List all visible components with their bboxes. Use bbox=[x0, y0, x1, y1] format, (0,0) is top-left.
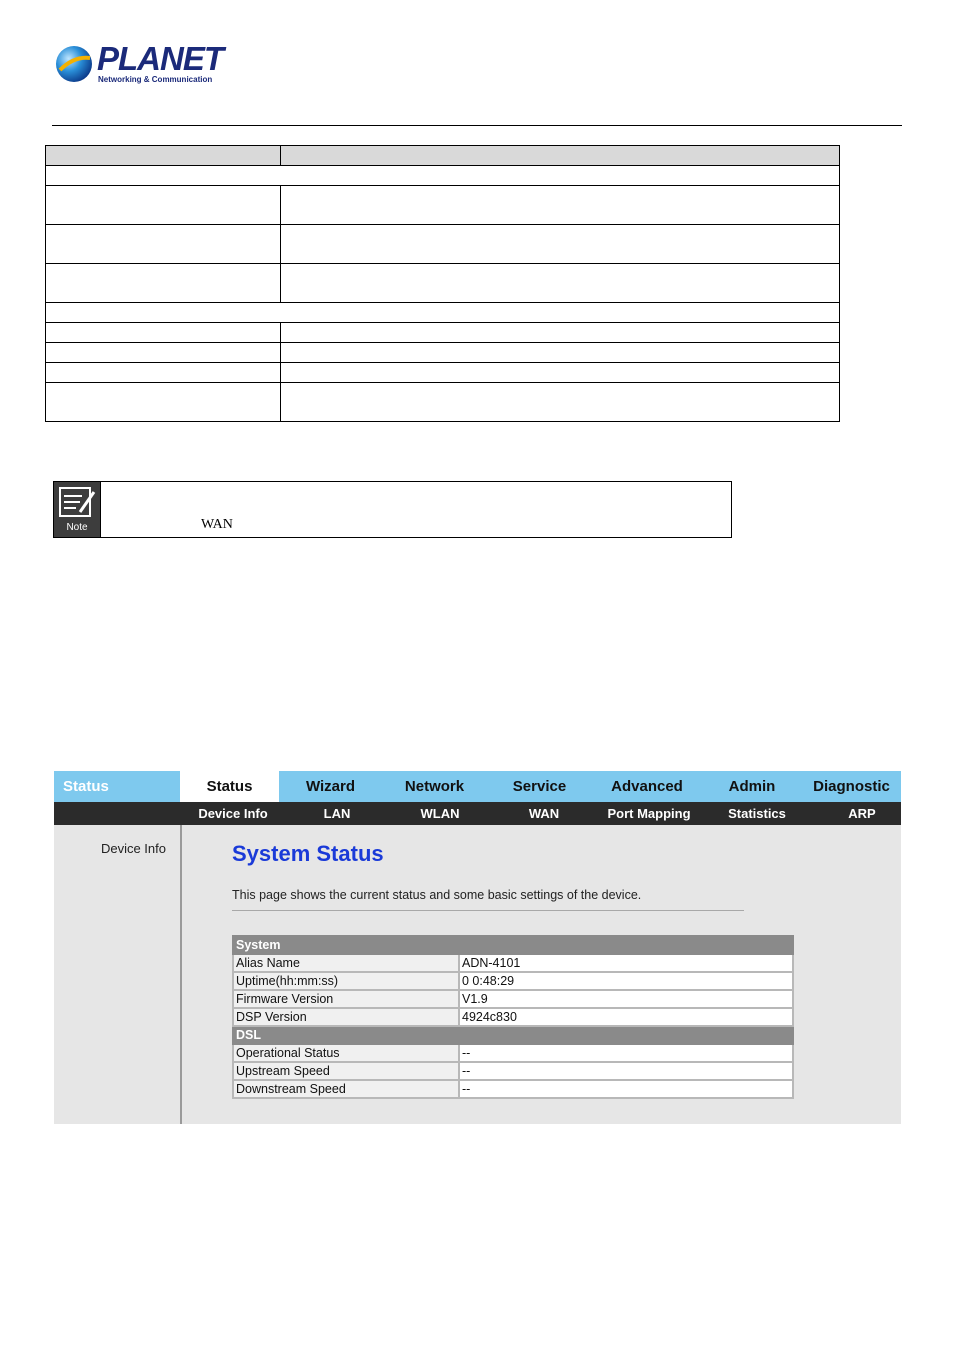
table-cell bbox=[46, 264, 281, 303]
table-cell bbox=[281, 186, 840, 225]
subtab-wan[interactable]: WAN bbox=[528, 806, 560, 821]
subtab-port-mapping[interactable]: Port Mapping bbox=[607, 806, 691, 821]
row-value: 0 0:48:29 bbox=[459, 972, 793, 990]
tab-admin[interactable]: Admin bbox=[728, 778, 776, 795]
note-icon bbox=[54, 482, 100, 537]
tab-wizard[interactable]: Wizard bbox=[305, 778, 356, 795]
subtab-arp[interactable]: ARP bbox=[848, 806, 876, 821]
table-row bbox=[233, 990, 793, 1008]
table-header-cell bbox=[281, 146, 840, 166]
table-cell bbox=[46, 186, 281, 225]
table-row bbox=[233, 1080, 793, 1098]
note-icon-box bbox=[54, 482, 101, 537]
table-cell bbox=[46, 343, 281, 363]
row-value: -- bbox=[459, 1062, 793, 1080]
sub-nav bbox=[54, 802, 901, 825]
subtab-device-info[interactable]: Device Info bbox=[198, 806, 268, 821]
row-key: Uptime(hh:mm:ss) bbox=[233, 972, 459, 990]
table-cell bbox=[46, 225, 281, 264]
table-cell bbox=[281, 383, 840, 422]
row-value: -- bbox=[459, 1080, 793, 1098]
table-cell bbox=[281, 323, 840, 343]
table-cell bbox=[281, 343, 840, 363]
row-key: Alias Name bbox=[233, 954, 459, 972]
row-value: ADN-4101 bbox=[459, 954, 793, 972]
table-row bbox=[233, 1008, 793, 1026]
table-cell bbox=[281, 225, 840, 264]
section-row bbox=[46, 303, 840, 323]
divider bbox=[232, 910, 744, 911]
section-row bbox=[46, 166, 840, 186]
section-title: Status bbox=[63, 778, 109, 795]
note-text: WAN bbox=[201, 517, 233, 532]
table-row bbox=[233, 972, 793, 990]
note-box bbox=[53, 481, 732, 538]
note-icon-label: Note bbox=[66, 522, 88, 533]
planet-logo bbox=[52, 42, 222, 90]
table-cell bbox=[281, 363, 840, 383]
row-key: Firmware Version bbox=[233, 990, 459, 1008]
row-key: DSP Version bbox=[233, 1008, 459, 1026]
table-row bbox=[233, 954, 793, 972]
status-table bbox=[232, 935, 794, 1099]
tab-status[interactable]: Status bbox=[180, 771, 279, 802]
row-value: 4924c830 bbox=[459, 1008, 793, 1026]
brand-tagline: Networking & Communication bbox=[98, 75, 213, 84]
subtab-statistics[interactable]: Statistics bbox=[728, 806, 786, 821]
table-row bbox=[233, 1062, 793, 1080]
tab-diagnostic[interactable]: Diagnostic bbox=[813, 778, 890, 795]
page-description: This page shows the current status and some basic settings of the device. bbox=[232, 888, 642, 902]
globe-icon bbox=[54, 44, 94, 84]
brand-name: PLANET bbox=[97, 40, 223, 77]
table-header-cell bbox=[46, 146, 281, 166]
table-cell bbox=[46, 323, 281, 343]
row-value: V1.9 bbox=[459, 990, 793, 1008]
subtab-wlan[interactable]: WLAN bbox=[420, 806, 460, 821]
tab-advanced[interactable]: Advanced bbox=[611, 778, 683, 795]
table-row bbox=[233, 1044, 793, 1062]
row-key: Downstream Speed bbox=[233, 1080, 459, 1098]
parameter-table bbox=[45, 145, 840, 422]
tab-network[interactable]: Network bbox=[404, 778, 465, 795]
table-cell bbox=[46, 383, 281, 422]
table-cell bbox=[46, 363, 281, 383]
table-cell bbox=[281, 264, 840, 303]
row-key: Operational Status bbox=[233, 1044, 459, 1062]
sidebar-item-device-info[interactable]: Device Info bbox=[100, 841, 166, 856]
router-status-screenshot bbox=[54, 771, 901, 1124]
row-value: -- bbox=[459, 1044, 793, 1062]
tab-service[interactable]: Service bbox=[512, 778, 567, 795]
page-title: System Status bbox=[232, 841, 384, 866]
system-header: System bbox=[233, 936, 793, 954]
dsl-header: DSL bbox=[233, 1026, 793, 1044]
sidebar bbox=[54, 825, 182, 1124]
subtab-lan[interactable]: LAN bbox=[323, 806, 351, 821]
row-key: Upstream Speed bbox=[233, 1062, 459, 1080]
header-rule bbox=[52, 125, 902, 126]
